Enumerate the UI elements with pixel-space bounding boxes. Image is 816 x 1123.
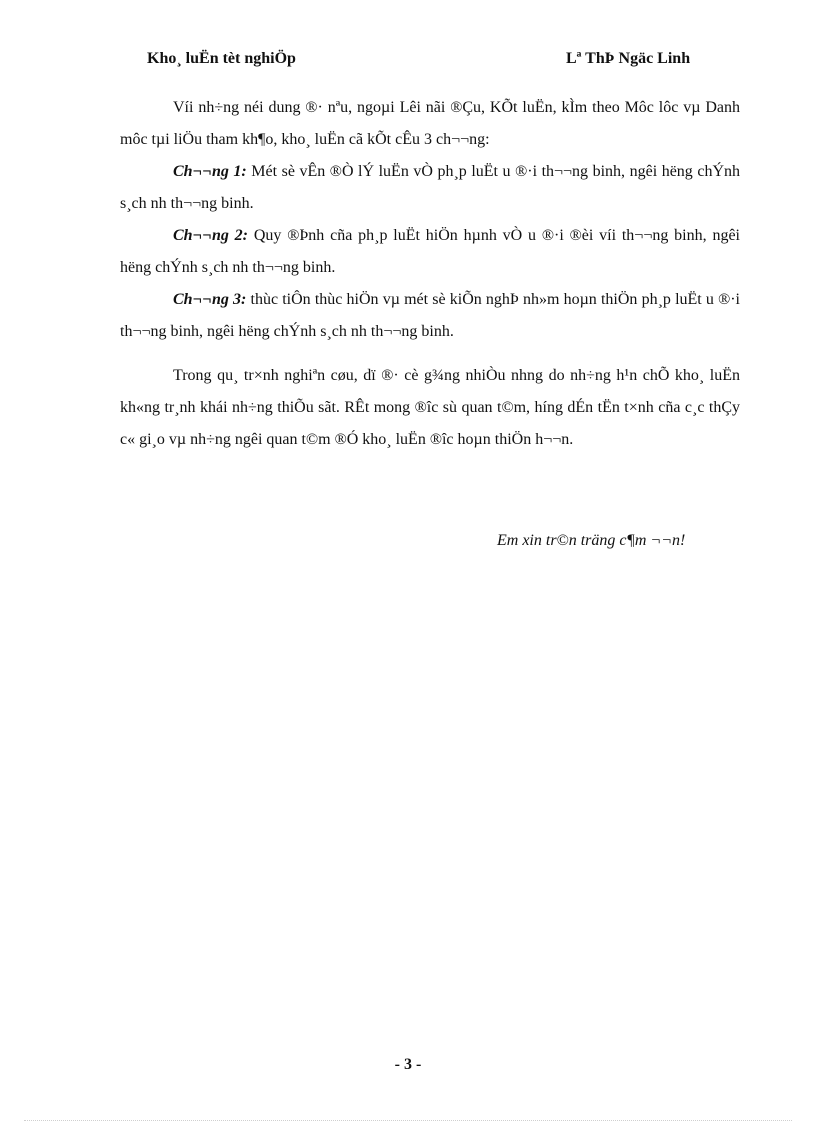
chapter-3-text: thùc tiÔn thùc hiÖn vµ mét sè kiÕn nghÞ nh»m hoµn thiÖn ph¸p luËt u ®·i th¬¬ng binh, ngêi hëng chÝnh s¸ch nh th¬¬ng binh. [120, 291, 740, 340]
chapter-2-label: Ch¬¬ng 2: [173, 227, 249, 244]
chapter-2-paragraph [120, 220, 740, 284]
closing-paragraph: Trong qu¸ tr×nh nghiªn cøu, dï ®· cè g¾ng nhiÒu nhng do nh÷ng h¹n chÕ kho¸ luËn kh«ng tr¸nh khái nh÷ng thiÕu sãt. RÊt mong ®îc sù quan t©m, híng dÉn tËn t×nh cña c¸c thÇy c« gi¸o vµ nh÷ng ngêi quan t©m ®Ó kho¸ luËn ®îc hoµn thiÖn h¬¬n. [120, 367, 740, 448]
header-title: Kho¸ luËn tèt nghiÖp [147, 50, 296, 67]
body-text [120, 92, 740, 456]
thanks-line: Em xin tr©n träng c¶m ¬¬n! [497, 532, 686, 549]
chapter-2-text: Quy ®Þnh cña ph¸p luËt hiÖn hµnh vÒ u ®·i ®èi víi th¬¬ng binh, ngêi hëng chÝnh s¸ch nh th¬¬ng binh. [120, 227, 740, 276]
header-author: Lª ThÞ Ngäc Linh [566, 50, 691, 67]
chapter-1-paragraph [120, 156, 740, 220]
intro-paragraph: Víi nh÷ng néi dung ®· nªu, ngoµi Lêi nãi ®Çu, KÕt luËn, kÌm theo Môc lôc vµ Danh môc tµi liÖu tham kh¶o, kho¸ luËn cã kÕt cÊu 3 ch¬¬ng: [120, 99, 740, 148]
chapter-1-text: Mét sè vÊn ®Ò lÝ luËn vÒ ph¸p luËt u ®·i th¬¬ng binh, ngêi hëng chÝnh s¸ch nh th¬¬ng binh. [120, 163, 740, 212]
page-bottom-divider [24, 1120, 792, 1121]
page-number: - 3 - [394, 1056, 422, 1073]
chapter-3-paragraph [120, 284, 740, 348]
chapter-1-label: Ch¬¬ng 1: [173, 163, 247, 180]
chapter-3-label: Ch¬¬ng 3: [173, 291, 247, 308]
